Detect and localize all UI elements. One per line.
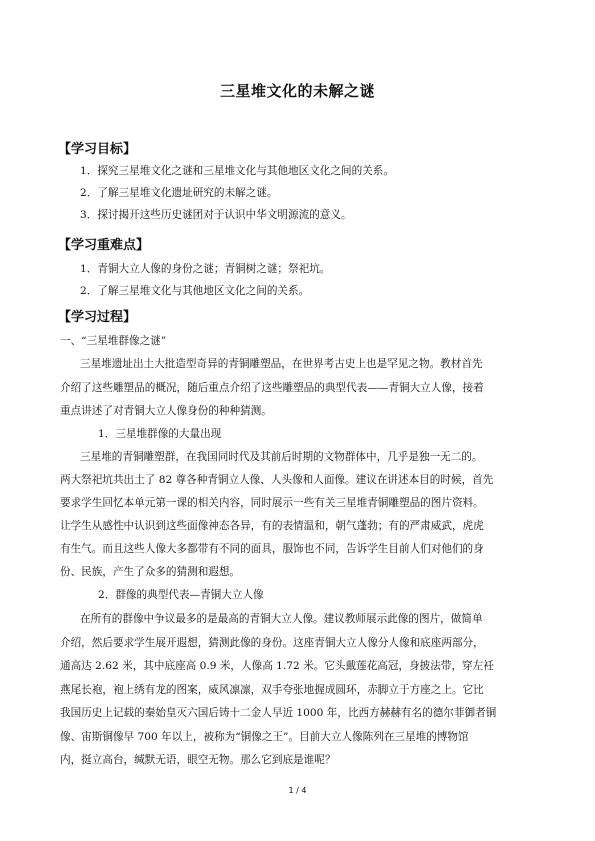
paragraph-line: 重点讲述了对青铜大立人像身份的种种猜测。 bbox=[60, 405, 272, 417]
goals-heading: 【学习目标】 bbox=[58, 142, 137, 157]
section-title: 一、“三星堆群像之谜” bbox=[60, 335, 167, 347]
paragraph-line: 像、宙斯铜像早 700 年以上，被称为“铜像之王”。目前大立人像陈列在三星堆的博物馆 bbox=[60, 731, 469, 743]
paragraph-line: 三星堆的青铜雕塑群，在我国同时代及其前后时期的文物群体中，几乎是独一无二的。 bbox=[80, 451, 483, 463]
paragraph-line: 介绍了这些雕塑品的概况，随后重点介绍了这些雕塑品的典型代表——青铜大立人像，接着 bbox=[60, 382, 484, 394]
paragraph-line: 要求学生回忆本单元第一课的相关内容，同时展示一些有关三星堆青铜雕塑品的图片资料。 bbox=[60, 497, 484, 509]
subsection-title: 2．群像的典型代表—青铜大立人像 bbox=[98, 589, 264, 601]
key-points-heading: 【学习重难点】 bbox=[58, 238, 150, 253]
paragraph-line: 介绍，然后要求学生展开遐想，猜测此像的身份。这座青铜大立人像分人像和底座两部分， bbox=[60, 637, 484, 649]
process-heading: 【学习过程】 bbox=[58, 310, 137, 325]
key-point-item: 1．青铜大立人像的身份之谜；青铜树之谜；祭祀坑。 bbox=[80, 263, 331, 275]
paragraph-line: 在所有的群像中争议最多的是最高的青铜大立人像。建议教师展示此像的图片，做简单 bbox=[80, 613, 483, 625]
goal-item: 2．了解三星堆文化遗址研究的未解之谜。 bbox=[80, 187, 278, 199]
paragraph-line: 让学生从感性中认识到这些面像神态各异，有的表情温和，朝气蓬勃；有的严肃威武，虎虎 bbox=[60, 520, 484, 532]
goal-item: 3．探讨揭开这些历史谜团对于认识中华文明源流的意义。 bbox=[80, 209, 352, 221]
page-title: 三星堆文化的未解之谜 bbox=[219, 82, 375, 100]
paragraph-line: 份、民族，产生了众多的猜测和遐想。 bbox=[60, 566, 241, 578]
paragraph-line: 通高达 2.62 米，其中底座高 0.9 米，人像高 1.72 米。它头戴莲花高冠，身披法带，穿左衽 bbox=[60, 660, 494, 672]
key-point-item: 2．了解三星堆文化与其他地区文化之间的关系。 bbox=[80, 285, 310, 297]
paragraph-line: 三星堆遗址出土大批造型奇异的青铜雕塑品，在世界考古史上也是罕见之物。教材首先 bbox=[80, 358, 483, 370]
paragraph-line: 燕尾长袍，袍上绣有龙的图案，威风凛凛，双手夸张地握成圆环，赤脚立于方座之上。它比 bbox=[60, 684, 484, 696]
goal-item: 1．探究三星堆文化之谜和三星堆文化与其他地区文化之间的关系。 bbox=[80, 165, 394, 177]
paragraph-line: 我国历史上记载的秦始皇灭六国后铸十二金人早近 1000 年，比西方赫赫有名的德尔菲御者铜 bbox=[60, 707, 497, 719]
paragraph-line: 两大祭祀坑共出土了 82 尊各种青铜立人像、人头像和人面像。建议在讲述本目的时候，首先 bbox=[60, 474, 494, 486]
paragraph-line: 有生气。而且这些人像大多都带有不同的面具，服饰也不同，告诉学生目前人们对他们的身 bbox=[60, 543, 484, 555]
page-number: 1 / 4 bbox=[288, 786, 307, 795]
paragraph-line: 内，挺立高台，缄默无语，眼空无物。那么它到底是谁呢？ bbox=[60, 754, 336, 766]
subsection-title: 1．三星堆群像的大量出现 bbox=[98, 428, 222, 440]
